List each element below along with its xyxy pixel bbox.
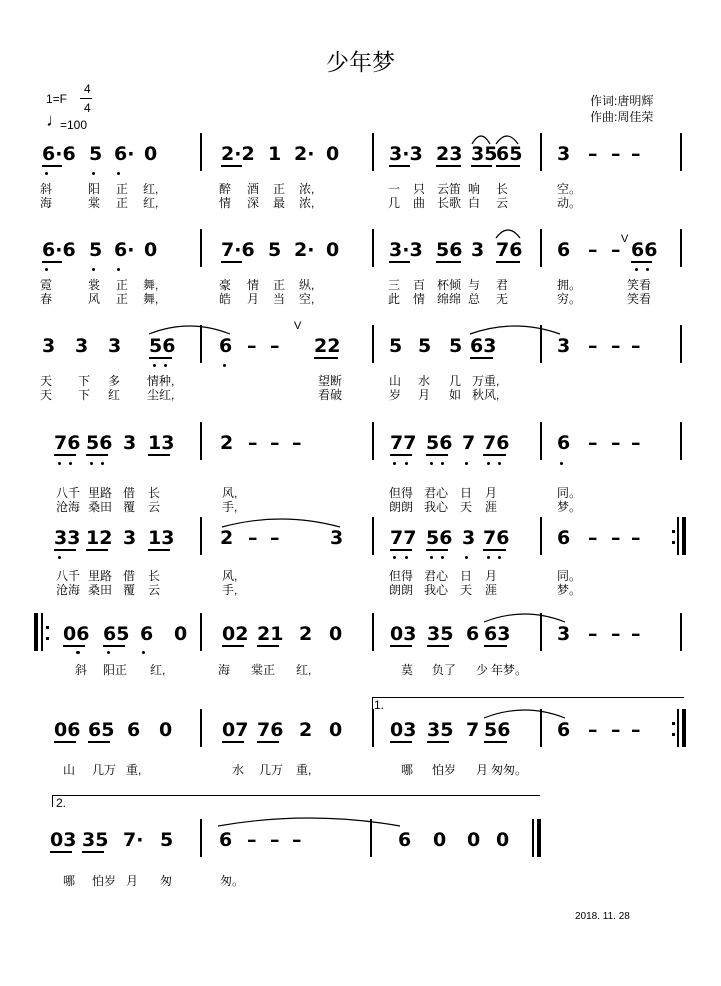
lyric-verse2: 朗朗 — [389, 583, 414, 597]
lyric-verse2: 看破 — [318, 388, 343, 402]
score-note: 76 — [483, 432, 510, 454]
lyric-verse2: 沧海 — [56, 500, 81, 514]
lyric-verse1: 酒 — [247, 182, 260, 196]
score-note: – — [588, 623, 598, 645]
score-note: – — [588, 143, 598, 165]
score-note: 13 — [148, 432, 175, 454]
lyric-verse1: 重, — [126, 763, 142, 777]
score-note: 3 — [557, 143, 571, 165]
score-note: 6 — [127, 719, 141, 741]
score-note: 63 — [484, 623, 511, 645]
lyric-verse2: 如 — [449, 388, 462, 402]
lyric-verse2: 白 — [468, 196, 481, 210]
lyric-verse1: 八千 — [56, 569, 81, 583]
score-note: 3 — [557, 335, 571, 357]
lyric-verse1: 借 — [123, 486, 136, 500]
score-note: 3 — [108, 335, 122, 357]
lyric-verse1: 同。 — [557, 569, 582, 583]
lyric-verse1: 里路 — [88, 569, 113, 583]
score-note: – — [247, 829, 257, 851]
lyric-verse1: 与 — [468, 278, 481, 292]
score-note: 35 — [427, 719, 454, 741]
lyric-verse1: 山 — [389, 374, 402, 388]
score-note: 76 — [483, 527, 510, 549]
score-note: – — [611, 623, 621, 645]
score-note: 6· — [114, 239, 135, 261]
score-note: 35 — [82, 829, 109, 851]
lyric-verse1: 月 — [485, 486, 498, 500]
score-note: 0 — [326, 239, 340, 261]
lyric-verse1: 正 — [273, 278, 286, 292]
lyric-verse2: 覆 — [123, 583, 136, 597]
score-note: 6 — [398, 829, 412, 851]
score-note: 5 — [89, 239, 103, 261]
score-note: – — [588, 239, 598, 261]
score-note: 76 — [54, 432, 81, 454]
lyric-verse2: 我心 — [424, 583, 449, 597]
score-note: 03 — [390, 623, 417, 645]
lyric-verse2: 正 — [116, 196, 129, 210]
lyric-verse2: 总 — [468, 292, 481, 306]
lyric-verse1: 霓 — [40, 278, 53, 292]
lyric-verse2: 最 — [273, 196, 286, 210]
score-note: 6· — [114, 143, 135, 165]
score-note: 5 — [418, 335, 432, 357]
date-stamp: 2018. 11. 28 — [575, 911, 630, 922]
score-note: 56 — [149, 335, 176, 357]
score-note: – — [270, 829, 280, 851]
lyric-verse1: 豪 — [219, 278, 232, 292]
key-signature: 1=F — [46, 92, 68, 106]
score-note: 3 — [75, 335, 89, 357]
slur-arc — [472, 136, 490, 144]
score-note: – — [631, 527, 641, 549]
score-note: 76 — [496, 239, 523, 261]
lyric-verse1: 情种, — [147, 374, 175, 388]
volta-2-label: 2. — [56, 796, 67, 810]
lyric-verse1: 红, — [296, 663, 312, 677]
breath-mark: V — [621, 233, 629, 245]
lyric-verse1: 长 — [148, 569, 161, 583]
score-note: 3 — [123, 527, 137, 549]
lyric-verse1: 但得 — [389, 569, 414, 583]
score-note: 21 — [257, 623, 284, 645]
lyricist-credit: 作词:唐明辉 — [590, 94, 654, 108]
lyric-verse2: 桑田 — [88, 583, 113, 597]
score-note: – — [270, 432, 280, 454]
lyric-verse1: 山 — [63, 763, 76, 777]
score-note: 12 — [86, 527, 113, 549]
score-note: 5 — [268, 239, 282, 261]
lyric-verse1: 醉 — [219, 182, 232, 196]
lyric-verse2: 云 — [496, 196, 509, 210]
lyric-verse2: 红, — [143, 196, 159, 210]
score-note: 7 — [466, 719, 480, 741]
score-note: 65 — [103, 623, 130, 645]
lyric-verse2: 笑看 — [627, 292, 652, 306]
lyric-verse2: 天 — [460, 583, 473, 597]
score-note: 0 — [329, 623, 343, 645]
lyric-verse2: 涯 — [485, 583, 498, 597]
lyric-verse1: 一 — [388, 182, 401, 196]
score-note: 13 — [148, 527, 175, 549]
lyric-verse1: 万重, — [472, 374, 500, 388]
score-note: 3·3 — [389, 143, 423, 165]
lyric-verse1: 水 — [418, 374, 431, 388]
lyric-verse2: 空, — [299, 292, 315, 306]
score-note: 6 — [557, 527, 571, 549]
lyric-verse1: 长 — [496, 182, 509, 196]
score-note: 0 — [329, 719, 343, 741]
lyric-verse2: 涯 — [485, 500, 498, 514]
composer-credit: 作曲:周佳荣 — [590, 110, 654, 124]
score-note: – — [611, 719, 621, 741]
lyric-verse2: 浓, — [299, 196, 315, 210]
score-note: – — [611, 335, 621, 357]
score-note: 77 — [390, 527, 417, 549]
score-note: 5 — [449, 335, 463, 357]
score-note: – — [588, 527, 598, 549]
lyric-verse1: 几 — [449, 374, 462, 388]
score-note: 56 — [426, 432, 453, 454]
lyric-verse2: 此 — [388, 292, 401, 306]
lyric-verse1: 风, — [222, 486, 238, 500]
lyric-verse1: 海 — [218, 663, 231, 677]
lyric-verse1: 云笛 — [437, 182, 462, 196]
score-note: – — [270, 527, 280, 549]
score-note: 6 — [557, 719, 571, 741]
lyric-verse1: 正 — [116, 278, 129, 292]
lyric-verse2: 天 — [40, 388, 53, 402]
score-note: 3 — [330, 527, 344, 549]
lyric-verse2: 棠 — [88, 196, 101, 210]
score-note: 2 — [220, 432, 234, 454]
score-note: 6 — [219, 335, 233, 357]
lyric-verse2: 秋风, — [472, 388, 500, 402]
lyric-verse1: 下 — [78, 374, 91, 388]
score-note: 2· — [294, 143, 315, 165]
lyric-verse1: 情 — [247, 278, 260, 292]
score-note: 0 — [144, 239, 158, 261]
lyric-verse1: 匆匆。 — [491, 763, 528, 777]
tempo-marking: =100 — [60, 118, 88, 132]
lyric-verse1: 君心 — [424, 569, 449, 583]
lyric-verse1: 裳 — [88, 278, 101, 292]
lyric-verse1: 怕岁 — [432, 763, 457, 777]
lyric-verse1: 笑看 — [627, 278, 652, 292]
lyric-verse2: 梦。 — [557, 583, 582, 597]
lyric-verse1: 匆。 — [220, 874, 245, 888]
lyric-verse2: 云 — [148, 500, 161, 514]
score-note: 3 — [557, 623, 571, 645]
lyric-verse1: 红, — [143, 182, 159, 196]
lyric-verse1: 负了 — [432, 663, 457, 677]
lyric-verse2: 手, — [222, 583, 238, 597]
score-note: 6 — [466, 623, 480, 645]
score-note: – — [631, 719, 641, 741]
score-note: 0 — [433, 829, 447, 851]
score-note: 77 — [390, 432, 417, 454]
lyric-verse1: 君心 — [424, 486, 449, 500]
score-note: 3·3 — [389, 239, 423, 261]
score-note: 2 — [220, 527, 234, 549]
lyric-verse1: 月 — [476, 763, 489, 777]
score-note: 7·6 — [221, 239, 255, 261]
song-title: 少年梦 — [326, 49, 395, 75]
lyric-verse2: 云 — [148, 583, 161, 597]
score-note: 0 — [159, 719, 173, 741]
slur-arc — [496, 136, 518, 144]
slur-arc — [218, 818, 400, 826]
score-note: – — [588, 432, 598, 454]
score-note: – — [611, 432, 621, 454]
score-note: 23 — [436, 143, 463, 165]
score-note: 3 — [123, 432, 137, 454]
score-note: 2· — [294, 239, 315, 261]
lyric-verse1: 只 — [413, 182, 426, 196]
score-note: – — [631, 335, 641, 357]
lyric-verse2: 下 — [78, 388, 91, 402]
score-note: 3 — [462, 527, 476, 549]
lyric-verse2: 覆 — [123, 500, 136, 514]
score-note: 0 — [326, 143, 340, 165]
score-note: 02 — [222, 623, 249, 645]
score-note: 1 — [268, 143, 282, 165]
score-note: 6 — [557, 239, 571, 261]
score-note: 03 — [390, 719, 417, 741]
lyric-verse2: 我心 — [424, 500, 449, 514]
lyric-verse1: 几万 — [259, 763, 284, 777]
lyric-verse1: 莫 — [401, 663, 414, 677]
score-note: 3 — [42, 335, 56, 357]
score-note: 7· — [123, 829, 144, 851]
lyric-verse2: 动。 — [557, 196, 582, 210]
lyric-verse1: 望断 — [318, 374, 343, 388]
lyric-verse1: 浓, — [299, 182, 315, 196]
score-note: – — [270, 335, 280, 357]
lyric-verse2: 风 — [88, 292, 101, 306]
score-note: 56 — [426, 527, 453, 549]
score-note: 06 — [54, 719, 81, 741]
lyric-verse1: 斜 — [75, 663, 88, 677]
lyric-verse1: 长 — [148, 486, 161, 500]
lyric-verse1: 阳 — [88, 182, 101, 196]
lyric-verse2: 皓 — [219, 292, 232, 306]
score-note: 56 — [86, 432, 113, 454]
score-note: 6·6 — [42, 239, 76, 261]
lyric-verse1: 匆 — [160, 874, 173, 888]
lyric-verse1: 斜 — [40, 182, 53, 196]
lyric-verse2: 红 — [108, 388, 121, 402]
score-note: 6 — [140, 623, 154, 645]
score-note: 35 — [427, 623, 454, 645]
lyric-verse2: 无 — [496, 292, 509, 306]
lyric-verse1: 红, — [150, 663, 166, 677]
score-note: 76 — [257, 719, 284, 741]
score-note: 22 — [314, 335, 341, 357]
score-note: – — [588, 335, 598, 357]
score-note: 33 — [54, 527, 81, 549]
score-note: 0 — [467, 829, 481, 851]
lyric-verse1: 风, — [222, 569, 238, 583]
score-note: – — [631, 432, 641, 454]
lyric-verse1: 天 — [40, 374, 53, 388]
score-note: 6 — [219, 829, 233, 851]
score-note: 6 — [557, 432, 571, 454]
score-note: – — [248, 527, 258, 549]
score-note: 2 — [299, 719, 313, 741]
slur-arc — [149, 326, 230, 334]
lyric-verse2: 月 — [418, 388, 431, 402]
lyric-verse1: 哪 — [401, 763, 414, 777]
score-note: – — [292, 432, 302, 454]
lyric-verse1: 借 — [123, 569, 136, 583]
lyric-verse2: 长歌 — [437, 196, 462, 210]
score-note: 2·2 — [221, 143, 255, 165]
lyric-verse1: 日 — [460, 486, 473, 500]
lyric-verse1: 三 — [388, 278, 401, 292]
lyric-verse2: 曲 — [413, 196, 426, 210]
lyric-verse1: 几万 — [92, 763, 117, 777]
score-note: 5 — [89, 143, 103, 165]
score-note: – — [611, 143, 621, 165]
lyric-verse1: 月 — [126, 874, 139, 888]
slur-arc — [470, 326, 560, 334]
score-note: – — [292, 829, 302, 851]
lyric-verse1: 拥。 — [557, 278, 582, 292]
lyric-verse1: 少 — [476, 663, 489, 677]
slur-arc — [222, 519, 340, 527]
lyric-verse2: 岁 — [389, 388, 402, 402]
lyric-verse1: 百 — [413, 278, 426, 292]
score-note: – — [611, 239, 621, 261]
lyric-verse2: 深 — [247, 196, 260, 210]
score-note: 66 — [631, 239, 658, 261]
lyric-verse2: 春 — [40, 292, 53, 306]
score-note: 06 — [63, 623, 90, 645]
lyric-verse2: 舞, — [143, 292, 159, 306]
lyric-verse1: 多 — [108, 374, 121, 388]
lyric-verse2: 当 — [273, 292, 286, 306]
quarter-note-icon: ♩ — [46, 110, 64, 130]
score-note: 56 — [484, 719, 511, 741]
score-note: 5 — [389, 335, 403, 357]
lyric-verse2: 天 — [460, 500, 473, 514]
lyric-verse2: 桑田 — [88, 500, 113, 514]
slur-arc — [484, 614, 565, 622]
lyric-verse2: 朗朗 — [389, 500, 414, 514]
score-note: 65 — [88, 719, 115, 741]
lyric-verse1: 八千 — [56, 486, 81, 500]
lyric-verse1: 棠正 — [251, 663, 276, 677]
lyric-verse2: 穷。 — [557, 292, 582, 306]
lyric-verse2: 几 — [388, 196, 401, 210]
lyric-verse2: 海 — [40, 196, 53, 210]
score-note: 56 — [436, 239, 463, 261]
lyric-verse2: 手, — [222, 500, 238, 514]
score-note: 0 — [144, 143, 158, 165]
lyric-verse2: 尘红, — [147, 388, 175, 402]
score-note: 6·6 — [42, 143, 76, 165]
score-note: 63 — [470, 335, 497, 357]
lyric-verse1: 正 — [273, 182, 286, 196]
time-signature-bottom: 4 — [84, 101, 91, 115]
score-note: 0 — [174, 623, 188, 645]
slur-arc — [484, 710, 565, 718]
score-note: 2 — [299, 623, 313, 645]
score-note: 7 — [462, 432, 476, 454]
score-note: – — [631, 623, 641, 645]
lyric-verse1: 但得 — [389, 486, 414, 500]
lyric-verse2: 情 — [219, 196, 232, 210]
time-signature-top: 4 — [84, 82, 91, 96]
lyric-verse1: 响 — [468, 182, 481, 196]
lyric-verse1: 重, — [296, 763, 312, 777]
lyric-verse2: 情 — [413, 292, 426, 306]
score-note: – — [611, 527, 621, 549]
lyric-verse1: 正 — [116, 182, 129, 196]
lyric-verse1: 阳正 — [103, 663, 128, 677]
score-note: 65 — [496, 143, 523, 165]
lyric-verse1: 君 — [496, 278, 509, 292]
score-note: – — [248, 432, 258, 454]
lyric-verse1: 里路 — [88, 486, 113, 500]
lyric-verse2: 绵绵 — [437, 292, 462, 306]
score-note: – — [247, 335, 257, 357]
slur-arc — [496, 230, 520, 238]
score-note: 35 — [471, 143, 498, 165]
lyric-verse2: 梦。 — [557, 500, 582, 514]
breath-mark: V — [294, 320, 302, 332]
score-note: 03 — [50, 829, 77, 851]
score-note: 0 — [496, 829, 510, 851]
lyric-verse1: 纵, — [299, 278, 315, 292]
lyric-verse2: 月 — [247, 292, 260, 306]
score-note: – — [631, 143, 641, 165]
lyric-verse1: 舞, — [143, 278, 159, 292]
volta-1-label: 1. — [374, 698, 385, 712]
score-note: 3 — [471, 239, 485, 261]
lyric-verse1: 日 — [460, 569, 473, 583]
lyric-verse1: 月 — [485, 569, 498, 583]
lyric-verse1: 哪 — [63, 874, 76, 888]
lyric-verse1: 同。 — [557, 486, 582, 500]
lyric-verse1: 杯倾 — [437, 278, 462, 292]
score-note: 5 — [160, 829, 174, 851]
score-note: – — [588, 719, 598, 741]
lyric-verse2: 沧海 — [56, 583, 81, 597]
lyric-verse2: 正 — [116, 292, 129, 306]
lyric-verse1: 怕岁 — [92, 874, 117, 888]
score-note: 07 — [222, 719, 249, 741]
lyric-verse1: 年梦。 — [491, 663, 528, 677]
lyric-verse1: 空。 — [557, 182, 582, 196]
lyric-verse1: 水 — [232, 763, 245, 777]
